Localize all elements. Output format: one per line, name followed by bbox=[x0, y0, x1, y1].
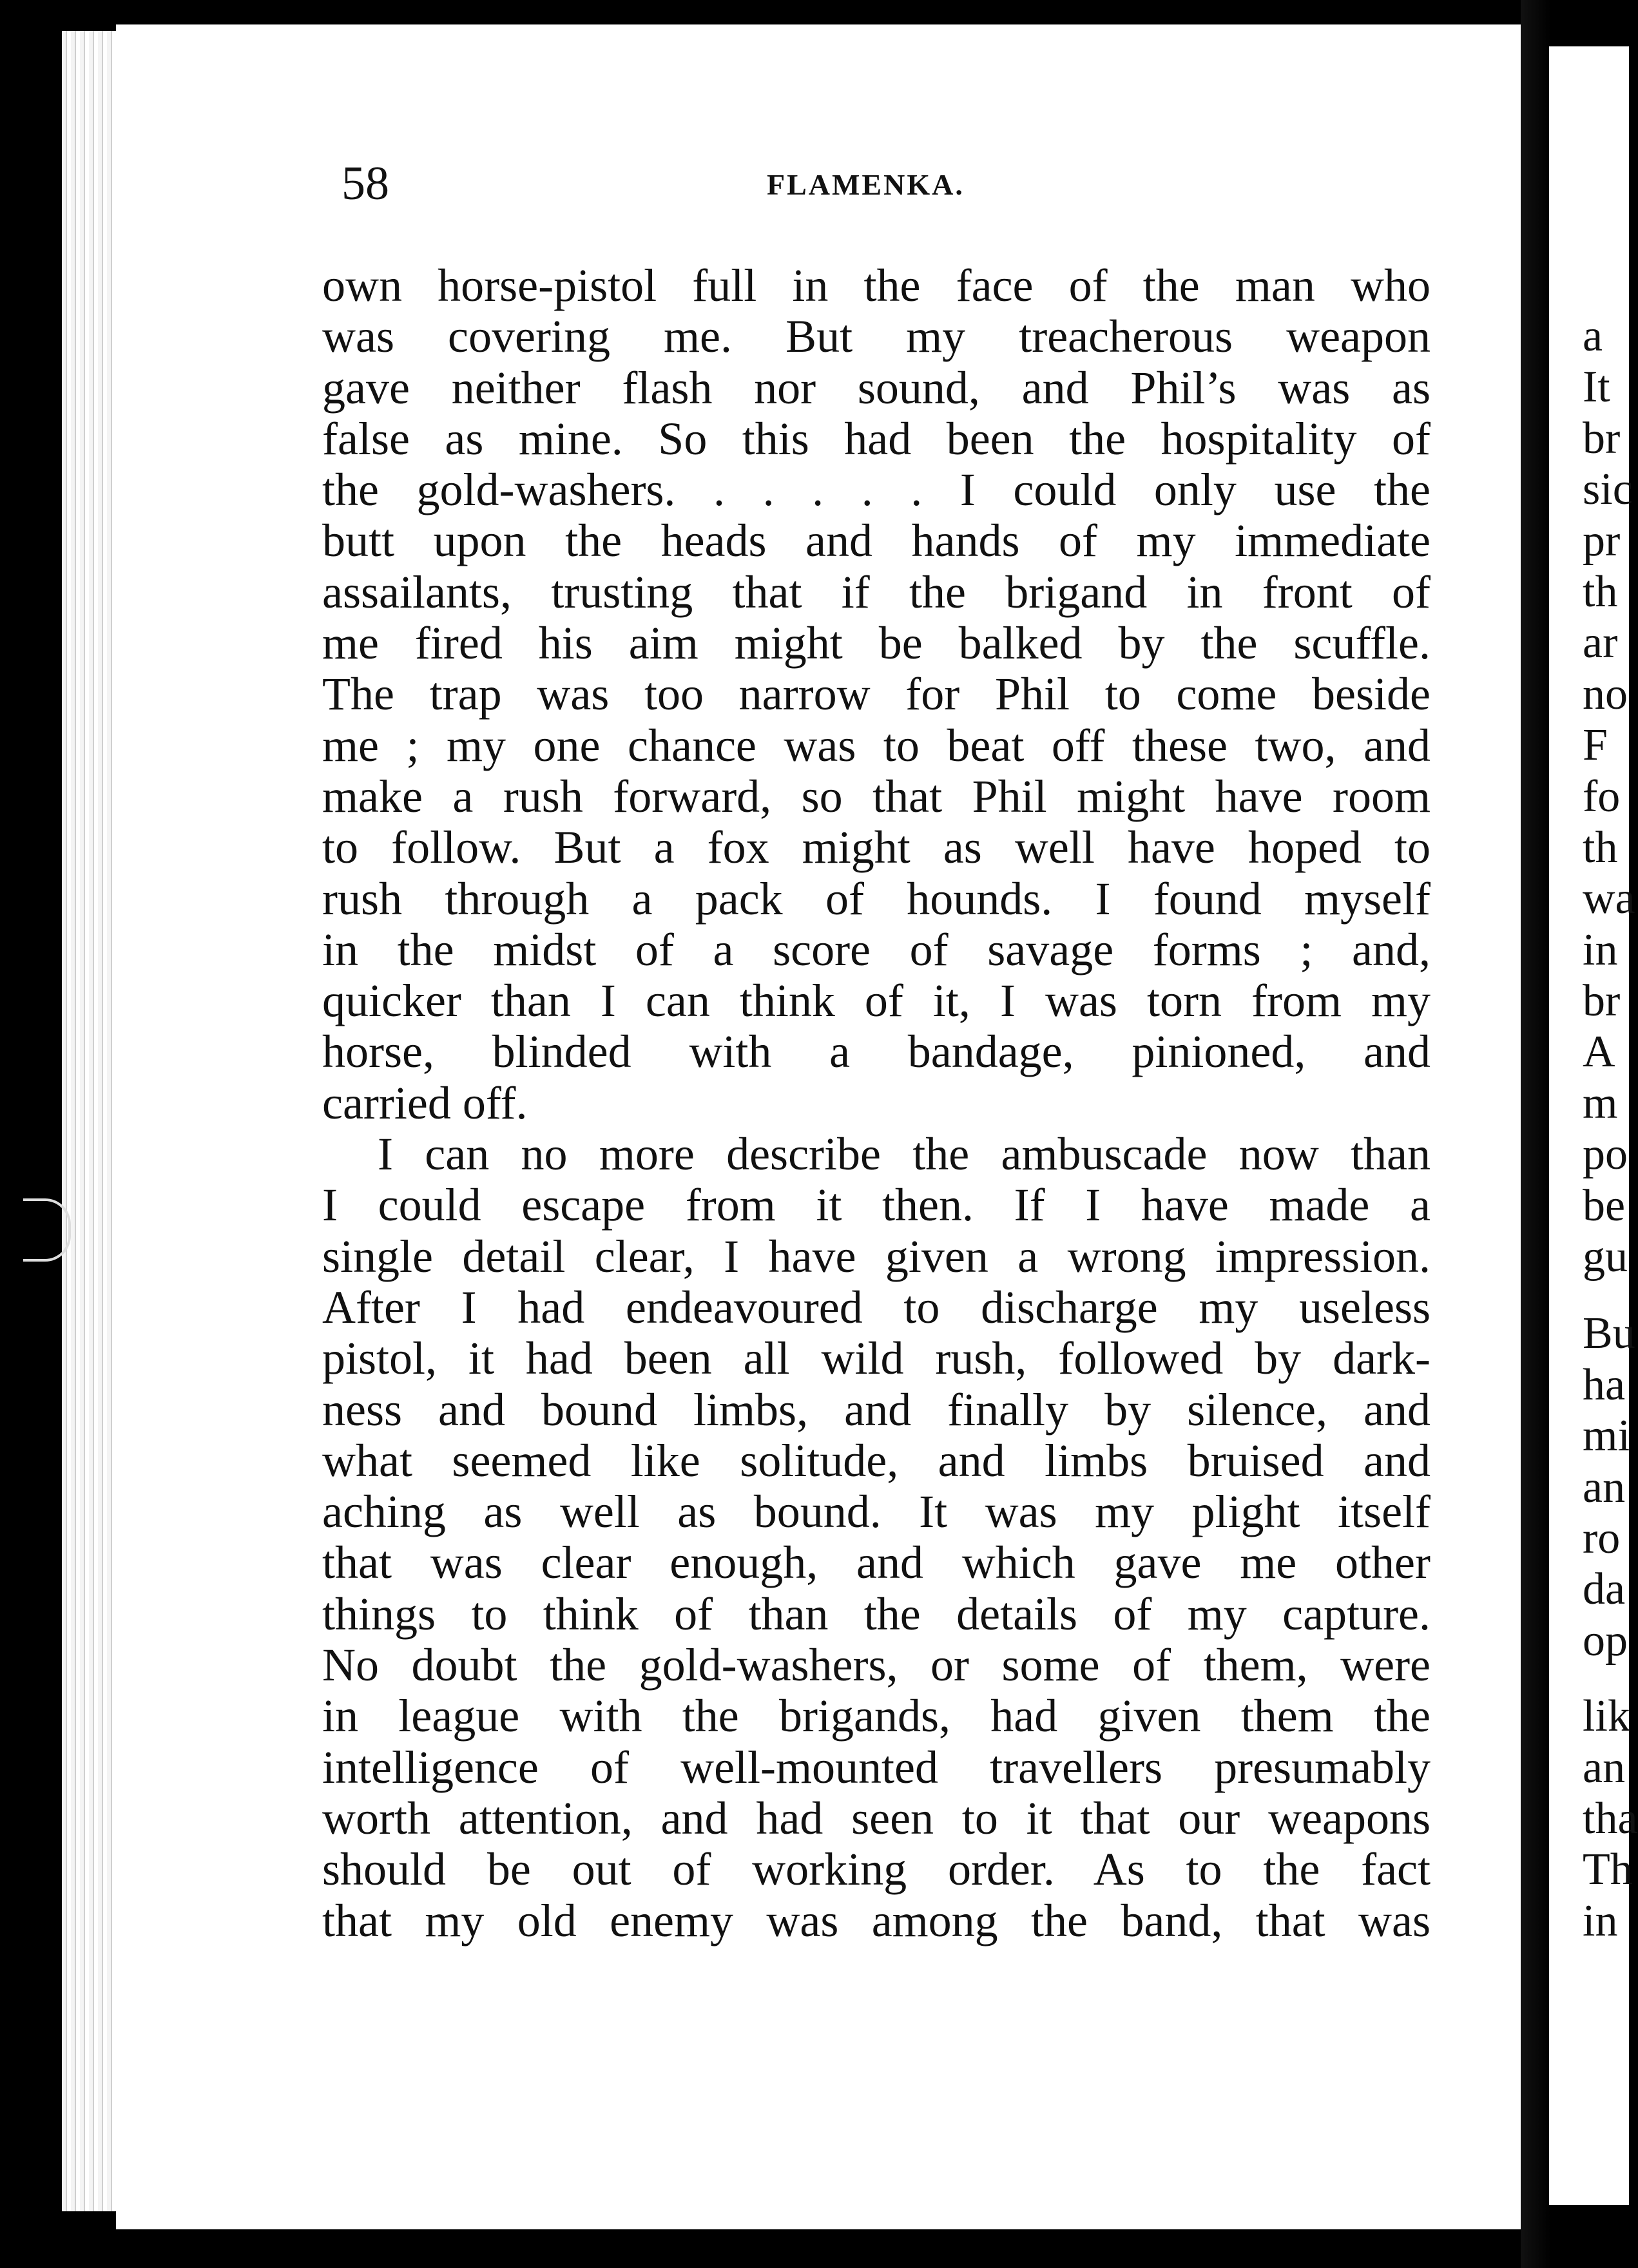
text-line: should be out of working order. As to the fact bbox=[322, 1843, 1431, 1896]
text-fragment: in bbox=[1583, 1896, 1618, 1946]
text-line: The trap was too narrow for Phil to come beside bbox=[322, 668, 1431, 720]
book-gutter bbox=[1521, 0, 1552, 2268]
text-line: quicker than I can think of it, I was torn from my bbox=[322, 975, 1431, 1027]
text-fragment: mi bbox=[1583, 1411, 1630, 1461]
text-line: false as mine. So this had been the hospitality of bbox=[322, 412, 1431, 465]
text-fragment: tha bbox=[1583, 1793, 1638, 1843]
text-line: that my old enemy was among the band, that was bbox=[322, 1894, 1431, 1946]
text-line: single detail clear, I have given a wrong impression. bbox=[322, 1230, 1431, 1282]
text-line: gave neither flash nor sound, and Phil’s was as bbox=[322, 361, 1431, 414]
text-fragment: ar bbox=[1583, 618, 1618, 668]
text-line: that was clear enough, and which gave me other bbox=[322, 1537, 1431, 1589]
text-line: carried off. bbox=[322, 1077, 528, 1129]
text-line: ness and bound limbs, and finally by silence, and bbox=[322, 1383, 1431, 1436]
text-fragment: br bbox=[1583, 976, 1621, 1026]
text-line: After I had endeavoured to discharge my useless bbox=[322, 1281, 1431, 1333]
text-line: assailants, trusting that if the brigand in front of bbox=[322, 566, 1431, 618]
text-line: own horse-pistol full in the face of the man who bbox=[322, 260, 1431, 311]
facing-page-text bbox=[1583, 311, 1638, 1946]
text-fragment: It bbox=[1583, 362, 1610, 412]
text-line: in the midst of a score of savage forms ; and, bbox=[322, 923, 1431, 975]
text-line: what seemed like solitude, and limbs bruised and bbox=[322, 1434, 1431, 1486]
text-line: pistol, it had been all wild rush, followed by dark- bbox=[322, 1332, 1431, 1385]
facing-page bbox=[1549, 46, 1638, 2205]
running-title: FLAMENKA. bbox=[767, 168, 965, 201]
text-fragment: op bbox=[1583, 1615, 1628, 1666]
text-line: me fired his aim might be balked by the scuffle. bbox=[322, 617, 1431, 669]
text-fragment: F bbox=[1583, 720, 1608, 771]
paragraph bbox=[322, 1129, 1431, 1946]
text-fragment: a bbox=[1583, 311, 1603, 361]
text-fragment: an bbox=[1583, 1742, 1626, 1792]
text-line: in league with the brigands, had given them the bbox=[322, 1690, 1431, 1742]
text-fragment: no bbox=[1583, 669, 1628, 719]
text-line: to follow. But a fox might as well have hoped to bbox=[322, 822, 1431, 874]
text-fragment: Bu bbox=[1583, 1309, 1635, 1359]
text-line: No doubt the gold-washers, or some of them, were bbox=[322, 1639, 1431, 1691]
text-line: intelligence of well-mounted travellers presumably bbox=[322, 1741, 1431, 1793]
paragraph bbox=[322, 260, 1431, 1129]
running-head bbox=[342, 155, 1469, 213]
book-fore-edge bbox=[62, 31, 121, 2211]
page-edge-notch bbox=[23, 1198, 71, 1262]
text-fragment: m bbox=[1583, 1078, 1618, 1128]
text-fragment: in bbox=[1583, 925, 1618, 975]
text-line: was covering me. But my treacherous weapon bbox=[322, 311, 1431, 363]
text-fragment: fo bbox=[1583, 771, 1621, 822]
text-fragment: th bbox=[1583, 822, 1618, 872]
text-fragment: Th bbox=[1583, 1845, 1633, 1895]
text-fragment: th bbox=[1583, 566, 1618, 617]
text-fragment: an bbox=[1583, 1462, 1626, 1512]
text-fragment: A bbox=[1583, 1027, 1615, 1077]
text-fragment: be bbox=[1583, 1180, 1626, 1231]
text-line: horse, blinded with a bandage, pinioned, and bbox=[322, 1026, 1431, 1078]
text-line: worth attention, and had seen to it that our weapons bbox=[322, 1792, 1431, 1844]
text-fragment: pr bbox=[1583, 515, 1621, 566]
text-line: butt upon the heads and hands of my immediate bbox=[322, 515, 1431, 567]
text-fragment: ha bbox=[1583, 1360, 1626, 1410]
text-line: I can no more describe the ambuscade now than bbox=[378, 1128, 1431, 1180]
text-fragment: po bbox=[1583, 1129, 1628, 1180]
text-line: me ; my one chance was to beat off these two, and bbox=[322, 719, 1431, 771]
page-number: 58 bbox=[342, 157, 389, 210]
text-line: rush through a pack of hounds. I found myself bbox=[322, 872, 1431, 925]
text-line: make a rush forward, so that Phil might have room bbox=[322, 770, 1431, 822]
text-fragment: ro bbox=[1583, 1513, 1621, 1563]
body-text bbox=[322, 260, 1431, 1946]
text-line: the gold-washers. . . . . . I could only use the bbox=[322, 464, 1431, 516]
text-fragment: br bbox=[1583, 413, 1621, 463]
text-fragment: gu bbox=[1583, 1232, 1628, 1282]
text-line: aching as well as bound. It was my plight itself bbox=[322, 1486, 1431, 1538]
text-fragment: sic bbox=[1583, 465, 1633, 515]
text-line: things to think of than the details of my capture. bbox=[322, 1588, 1431, 1640]
text-fragment: lik bbox=[1583, 1691, 1630, 1742]
text-line: I could escape from it then. If I have made a bbox=[322, 1179, 1431, 1231]
text-fragment: da bbox=[1583, 1564, 1626, 1615]
text-fragment: wa bbox=[1583, 874, 1635, 924]
